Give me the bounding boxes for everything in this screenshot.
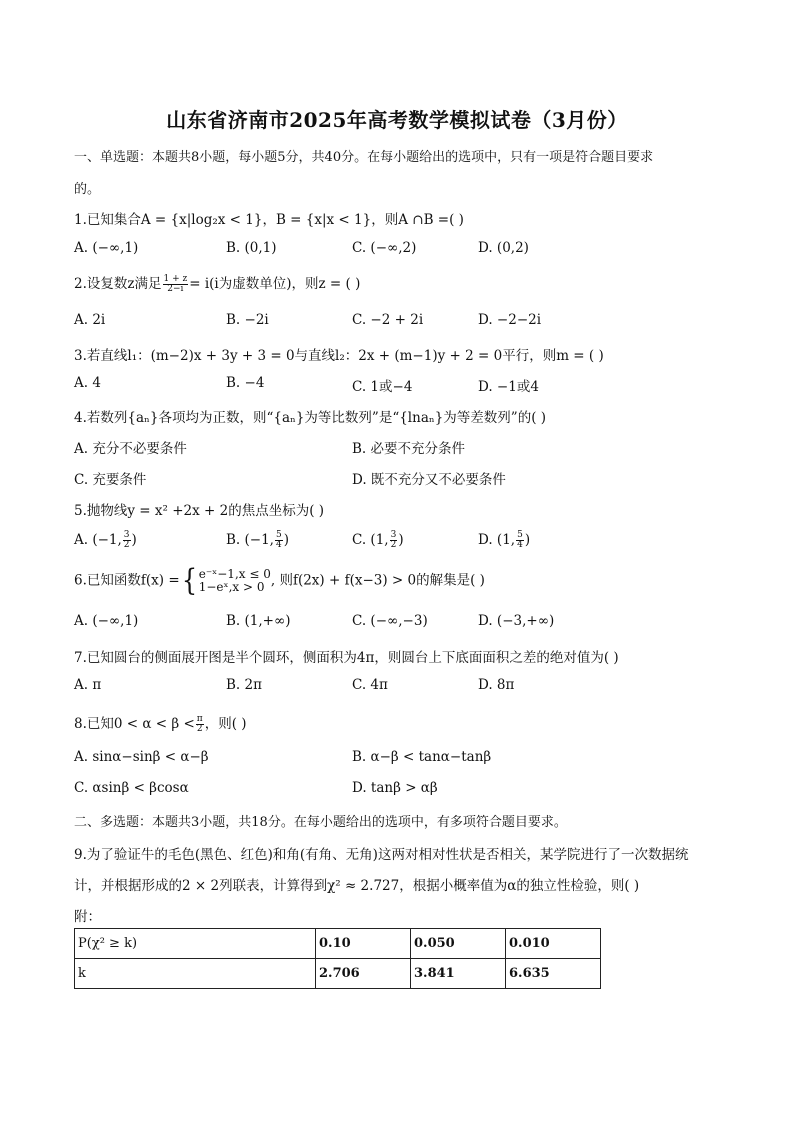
q5-c-post: ): [398, 532, 404, 548]
table-cell: 0.010: [506, 929, 601, 959]
q6-option-c: C. (−∞,−3): [352, 613, 428, 629]
q5-b-pre: B. (−1,: [226, 532, 274, 548]
q2-frac-numerator: 1 + z: [163, 274, 188, 284]
q8-option-d: D. tanβ > αβ: [352, 780, 438, 796]
q8-option-c: C. αsinβ < βcosα: [74, 780, 189, 796]
question-3-stem: 3.若直线l₁：(m−2)x + 3y + 3 = 0与直线l₂：2x + (m−1)y + 2 = 0平行，则m = ( ): [74, 348, 604, 364]
q5-c-num: 3: [390, 530, 397, 540]
q6-option-d: D. (−3,+∞): [478, 613, 555, 629]
question-2-stem: [74, 272, 360, 294]
q8-stem-post: ，则( ): [204, 716, 247, 732]
q4-option-d: D. 既不充分又不必要条件: [352, 472, 506, 488]
table-row: [75, 929, 601, 959]
q8-frac-den: 2: [196, 724, 203, 734]
q8-fraction: [196, 715, 204, 734]
q2-option-b: B. −2i: [226, 312, 269, 328]
q6-option-a: A. (−∞,1): [74, 613, 139, 629]
q3-option-c: C. 1或−4: [352, 379, 413, 395]
page-title: 山东省济南市2025年高考数学模拟试卷（3月份）: [166, 108, 628, 132]
q5-option-c: [352, 531, 404, 550]
appendix-label: 附：: [74, 909, 101, 925]
q4-option-b: B. 必要不充分条件: [352, 441, 466, 457]
brace-symbol: {: [181, 563, 197, 598]
q5-option-d: [478, 531, 530, 550]
q8-frac-num: π: [196, 714, 203, 724]
section-heading-multi-choice: 二、多选题：本题共3小题，共18分。在每小题给出的选项中，有多项符合题目要求。: [74, 815, 567, 830]
section-heading-continuation: 的。: [74, 182, 101, 197]
q7-option-a: A. π: [74, 677, 102, 693]
q5-d-den: 4: [517, 540, 523, 550]
q5-a-den: 2: [123, 540, 130, 550]
q5-b-den: 4: [275, 540, 282, 550]
q1-option-a: A. (−∞,1): [74, 240, 139, 256]
q5-b-post: ): [283, 532, 289, 548]
table-cell: 6.635: [506, 959, 601, 989]
q1-option-d: D. (0,2): [478, 240, 529, 256]
q5-a-post: ): [131, 532, 137, 548]
piecewise-rows: [199, 568, 271, 594]
q1-option-c: C. (−∞,2): [352, 240, 417, 256]
q8-option-a: A. sinα−sinβ < α−β: [74, 749, 209, 765]
q5-a-fraction: [123, 531, 131, 550]
q5-a-pre: A. (−1,: [74, 532, 122, 548]
q2-fraction: [163, 275, 189, 294]
q5-c-pre: C. (1,: [352, 532, 389, 548]
q6-stem-post: , 则f(2x) + f(x−3) > 0的解集是( ): [270, 572, 485, 589]
q5-b-fraction: [275, 531, 283, 550]
q2-stem-post: = i(i为虚数单位)，则z = ( ): [189, 276, 361, 292]
q5-d-fraction: [516, 531, 524, 550]
table-cell: 0.050: [411, 929, 506, 959]
table-cell: 3.841: [411, 959, 506, 989]
piecewise-case-2: 1−eˣ,x > 0: [198, 580, 265, 594]
question-9-line-2: 计，并根据形成的2 × 2列联表，计算得到χ² ≈ 2.727，根据小概率值为α的独立性检验，则( ): [74, 878, 640, 894]
table-cell: 0.10: [316, 929, 411, 959]
chi-square-reference-table: [74, 928, 601, 989]
q5-option-b: [226, 531, 289, 550]
question-4-stem: 4.若数列{aₙ}各项均为正数，则“{aₙ}为等比数列”是“{lnaₙ}为等差数列”的( ): [74, 410, 547, 426]
q6-stem-pre: 6.已知函数f(x) =: [74, 572, 180, 589]
q8-stem-pre: 8.已知0 < α < β <: [74, 716, 195, 732]
q5-d-pre: D. (1,: [478, 532, 516, 548]
question-5-stem: 5.抛物线y = x² +2x + 2的焦点坐标为( ): [74, 503, 325, 519]
q2-stem-pre: 2.设复数z满足: [74, 276, 162, 292]
q2-frac-denominator: 2−i: [167, 284, 184, 294]
q5-b-num: 5: [275, 530, 282, 540]
q4-option-c: C. 充要条件: [74, 472, 147, 488]
q4-option-a: A. 充分不必要条件: [74, 441, 187, 457]
table-cell: P(χ² ≥ k): [75, 929, 316, 959]
q5-d-num: 5: [517, 530, 523, 540]
question-1-stem: 1.已知集合A = {x|log₂x < 1}，B = {x|x < 1}，则A ∩B =( ): [74, 212, 464, 228]
q7-option-b: B. 2π: [226, 677, 262, 693]
q5-c-fraction: [390, 531, 398, 550]
question-7-stem: 7.已知圆台的侧面展开图是半个圆环，侧面积为4π，则圆台上下底面面积之差的绝对值为( ): [74, 650, 619, 666]
q2-option-d: D. −2−2i: [478, 312, 542, 328]
section-heading-single-choice: 一、单选题：本题共8小题，每小题5分，共40分。在每小题给出的选项中，只有一项是符合题目要求: [74, 150, 654, 165]
q3-option-d: D. −1或4: [478, 379, 539, 395]
q8-option-b: B. α−β < tanα−tanβ: [352, 749, 492, 765]
table-cell: k: [75, 959, 316, 989]
q3-option-a: A. 4: [74, 375, 101, 391]
q6-option-b: B. (1,+∞): [226, 613, 291, 629]
q7-option-d: D. 8π: [478, 677, 515, 693]
table-row: [75, 959, 601, 989]
q3-option-b: B. −4: [226, 375, 265, 391]
piecewise-function: [180, 563, 271, 598]
q7-option-c: C. 4π: [352, 677, 388, 693]
question-9-line-1: 9.为了验证牛的毛色(黑色、红色)和角(有角、无角)这两对相对性状是否相关，某学院进行了一次数据统: [74, 847, 689, 863]
q5-d-post: ): [524, 532, 531, 548]
table-cell: 2.706: [316, 959, 411, 989]
q5-option-a: [74, 531, 137, 550]
question-6-stem: [74, 563, 485, 598]
q5-c-den: 2: [390, 540, 397, 550]
q5-a-num: 3: [123, 530, 130, 540]
piecewise-case-1: e⁻ˣ−1,x ≤ 0: [198, 567, 271, 581]
question-8-stem: [74, 712, 247, 734]
q2-option-c: C. −2 + 2i: [352, 312, 424, 328]
q2-option-a: A. 2i: [74, 312, 106, 328]
q1-option-b: B. (0,1): [226, 240, 277, 256]
